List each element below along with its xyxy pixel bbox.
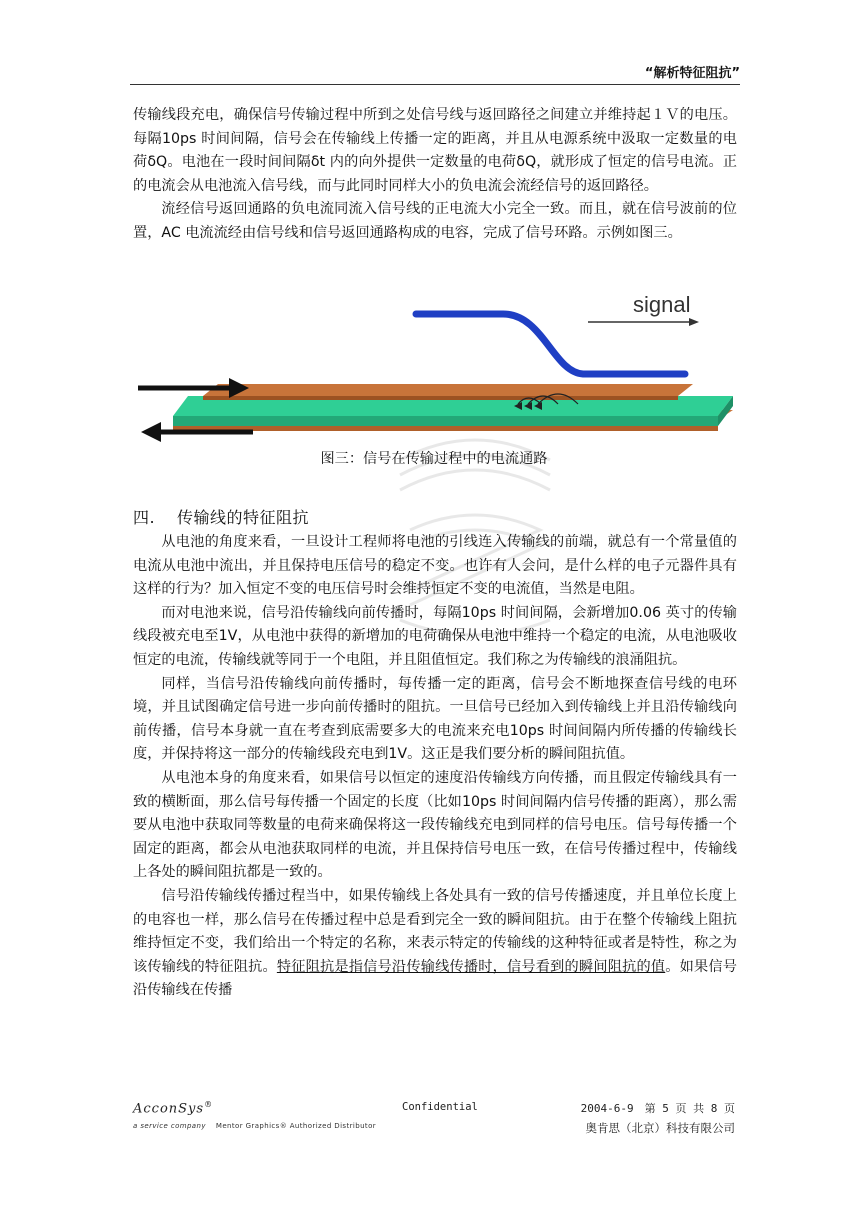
header-rule — [130, 84, 740, 85]
signal-arrow-head — [689, 318, 699, 326]
section-heading — [133, 505, 309, 528]
footer-brand — [133, 1100, 376, 1130]
date-page-number: 2004-6-9 第 5 页 共 8 页 — [580, 1102, 735, 1115]
signal-trace-copper — [203, 384, 693, 396]
figure-caption: 图三：信号在传输过程中的电流通路 — [320, 451, 548, 467]
brand-logo — [133, 1100, 376, 1116]
board-substrate-front — [173, 416, 718, 426]
board-bottom-copper-front — [173, 426, 718, 431]
paragraph-characteristic-impedance — [133, 885, 737, 1003]
text-block-top — [133, 104, 737, 246]
section-number: 四. — [133, 508, 156, 527]
registered-mark: ® — [204, 1100, 214, 1109]
footer-meta — [581, 1100, 735, 1136]
signal-waveform — [416, 314, 685, 374]
paragraph: 从电池的角度来看，一旦设计工程师将电池的引线连入传输线的前端，就总有一个常量值的电流从电池中流出，并且保持电压信号的稳定不变。也许有人会问，是什么样的电子元器件具有这样的行为？加入恒定不变的电压信号时会维持恒定不变的电流值，当然是电阻。 — [133, 534, 737, 598]
figure-current-path — [133, 292, 737, 442]
return-current-arrow-head — [141, 422, 161, 442]
paragraph-text: 信号沿传输线传播过程当中，如果传输线上各处具有一致的信号传播速度，并且单位长度上的电容也一样，那么信号在传播过程中总是看到完全一致的瞬间阻抗。由于在整个传输线上阻抗维持恒定不变，我们给出一个特定的名称，来表示特定的传输线的这种特征或者是特性，称之为该传输线的特征阻抗。 — [133, 887, 737, 975]
distributor-note: Mentor Graphics® Authorized Distributor — [215, 1122, 377, 1131]
brand-tagline: a service company — [133, 1122, 206, 1131]
company-name: 奥肯思（北京）科技有限公司 — [585, 1121, 735, 1135]
confidential-label: Confidential — [402, 1101, 478, 1113]
paragraph: 同样，当信号沿传输线向前传播时，每传播一定的距离，信号会不断地探查信号线的电环境，并且试图确定信号进一步向前传播时的阻抗。一旦信号已经加入到传输线上并且沿传输线向前传播，信号本身就一直在考查到底需要多大的电流来充电10ps 时间间隔内所传播的传输线长度，并保持将这一部分的传输线段充电到1V。这正是我们要分析的瞬间阻抗值。 — [133, 675, 737, 763]
signal-label: signal — [633, 292, 691, 317]
paragraph: 传输线段充电，确保信号传输过程中所到之处信号线与返回路径之间建立并维持起１Ｖ的电压。每隔10ps 时间间隔，信号会在传输线上传播一定的距离，并且从电源系统中汲取一定数量的电荷δQ。电池在一段时间间隔δt 内的向外提供一定数量的电荷δQ，就形成了恒定的信号电流。正的电流会从电池流入信号线，而与此同时同样大小的负电流会流经信号的返回路径。 — [133, 107, 737, 194]
section-title: 传输线的特征阻抗 — [177, 508, 310, 527]
paragraph: 而对电池来说，信号沿传输线向前传播时，每隔10ps 时间间隔，会新增加0.06 英寸的传输线段被充电至1V，从电池中获得的新增加的电荷确保从电池中维持一个稳定的电流，从电池吸收恒定的电流，传输线就等同于一个电阻，并且阻值恒定。我们称之为传输线的浪涌阻抗。 — [133, 604, 737, 668]
paragraph: 从电池本身的角度来看，如果信号以恒定的速度沿传输线方向传播，而且假定传输线具有一致的横断面，那么信号每传播一个固定的长度（比如10ps 时间间隔内信号传播的距离），那么需要从电池中获取同等数量的电荷来确保将这一段传输线充电到同样的信号电压。信号每传播一个固定的距离，都会从电池获取同样的电流，并且保持信号电压一致，在信号传播过程中，传输线上各处的瞬间阻抗都是一致的。 — [133, 769, 737, 881]
definition-underlined: 特征阻抗是指信号沿传输线传播时，信号看到的瞬间阻抗的值 — [276, 958, 666, 975]
paragraph: 流经信号返回通路的负电流同流入信号线的正电流大小完全一致。而且，就在信号波前的位置，AC 电流流经由信号线和信号返回通路构成的电容，完成了信号环路。示例如图三。 — [133, 201, 737, 241]
signal-trace-front — [203, 396, 678, 400]
text-block-bottom — [133, 531, 737, 1003]
header-title: “解析特征阻抗” — [644, 66, 740, 81]
paragraph-text: 。如果信号沿传输线在传播 — [133, 958, 737, 999]
logo-text: AcconSys — [133, 1101, 205, 1117]
brand-subline — [133, 1122, 376, 1130]
